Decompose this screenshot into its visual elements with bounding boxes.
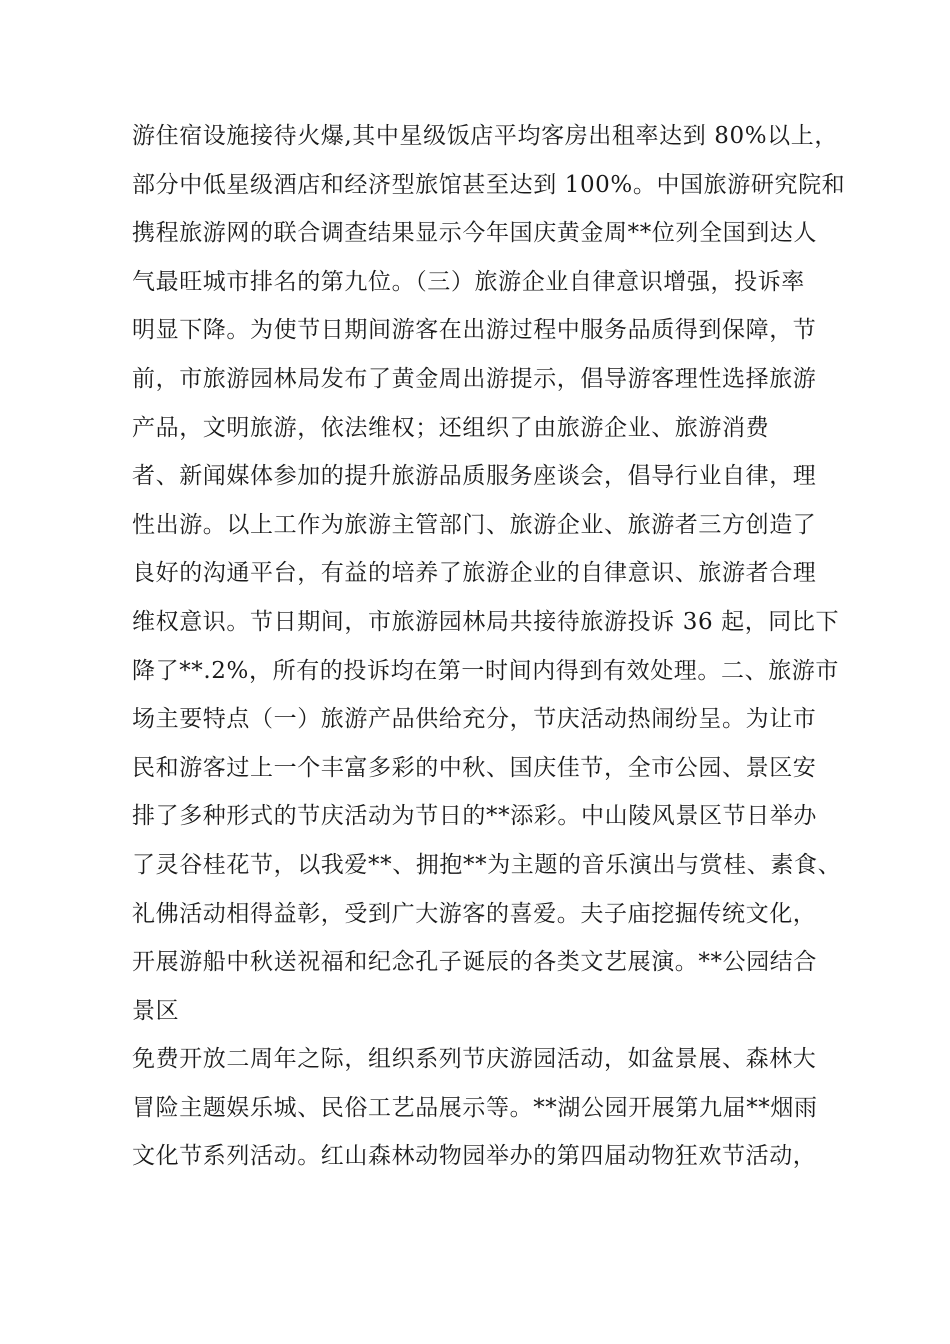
text-line: 降了**.2%，所有的投诉均在第一时间内得到有效处理。二、旅游市 [132,657,839,684]
text-line: 明显下降。为使节日期间游客在出游过程中服务品质得到保障，节 [132,317,817,344]
text-line: 免费开放二周年之际，组织系列节庆游园活动，如盆景展、森林大 [132,1046,817,1073]
text-line: 气最旺城市排名的第九位。（三）旅游企业自律意识增强，投诉率 [132,268,805,295]
body-text [132,112,852,1181]
text-line: 文化节系列活动。红山森林动物园举办的第四届动物狂欢节活动， [132,1143,817,1170]
text-line: 冒险主题娱乐城、民俗工艺品展示等。**湖公园开展第九届**烟雨 [132,1094,818,1121]
text-line: 排了多种形式的节庆活动为节日的**添彩。中山陵风景区节日举办 [132,803,817,830]
text-line: 了灵谷桂花节，以我爱**、拥抱**为主题的音乐演出与赏桂、素食、 [132,851,842,878]
text-line: 产品，文明旅游，依法维权；还组织了由旅游企业、旅游消费 [132,414,770,441]
text-line: 民和游客过上一个丰富多彩的中秋、国庆佳节，全市公园、景区安 [132,754,817,781]
text-line: 开展游船中秋送祝福和纪念孔子诞辰的各类文艺展演。**公园结合 [132,949,817,976]
text-line: 携程旅游网的联合调查结果显示今年国庆黄金周**位列全国到达人 [132,220,817,247]
text-line: 游住宿设施接待火爆,其中星级饭店平均客房出租率达到 80%以上， [132,123,838,149]
text-line: 者、新闻媒体参加的提升旅游品质服务座谈会，倡导行业自律，理 [132,463,817,490]
text-line: 前，市旅游园林局发布了黄金周出游提示，倡导游客理性选择旅游 [132,365,817,392]
text-line: 性出游。以上工作为旅游主管部门、旅游企业、旅游者三方创造了 [132,511,817,538]
text-line: 场主要特点（一）旅游产品供给充分，节庆活动热闹纷呈。为让市 [132,706,817,733]
text-line: 部分中低星级酒店和经济型旅馆甚至达到 100%。中国旅游研究院和 [132,171,846,198]
text-line: 维权意识。节日期间，市旅游园林局共接待旅游投诉 36 起，同比下 [132,608,840,635]
text-line: 良好的沟通平台，有益的培养了旅游企业的自律意识、旅游者合理 [132,560,817,587]
text-line: 礼佛活动相得益彰，受到广大游客的喜爱。夫子庙挖掘传统文化， [132,900,817,927]
text-line: 景区 [132,997,180,1024]
